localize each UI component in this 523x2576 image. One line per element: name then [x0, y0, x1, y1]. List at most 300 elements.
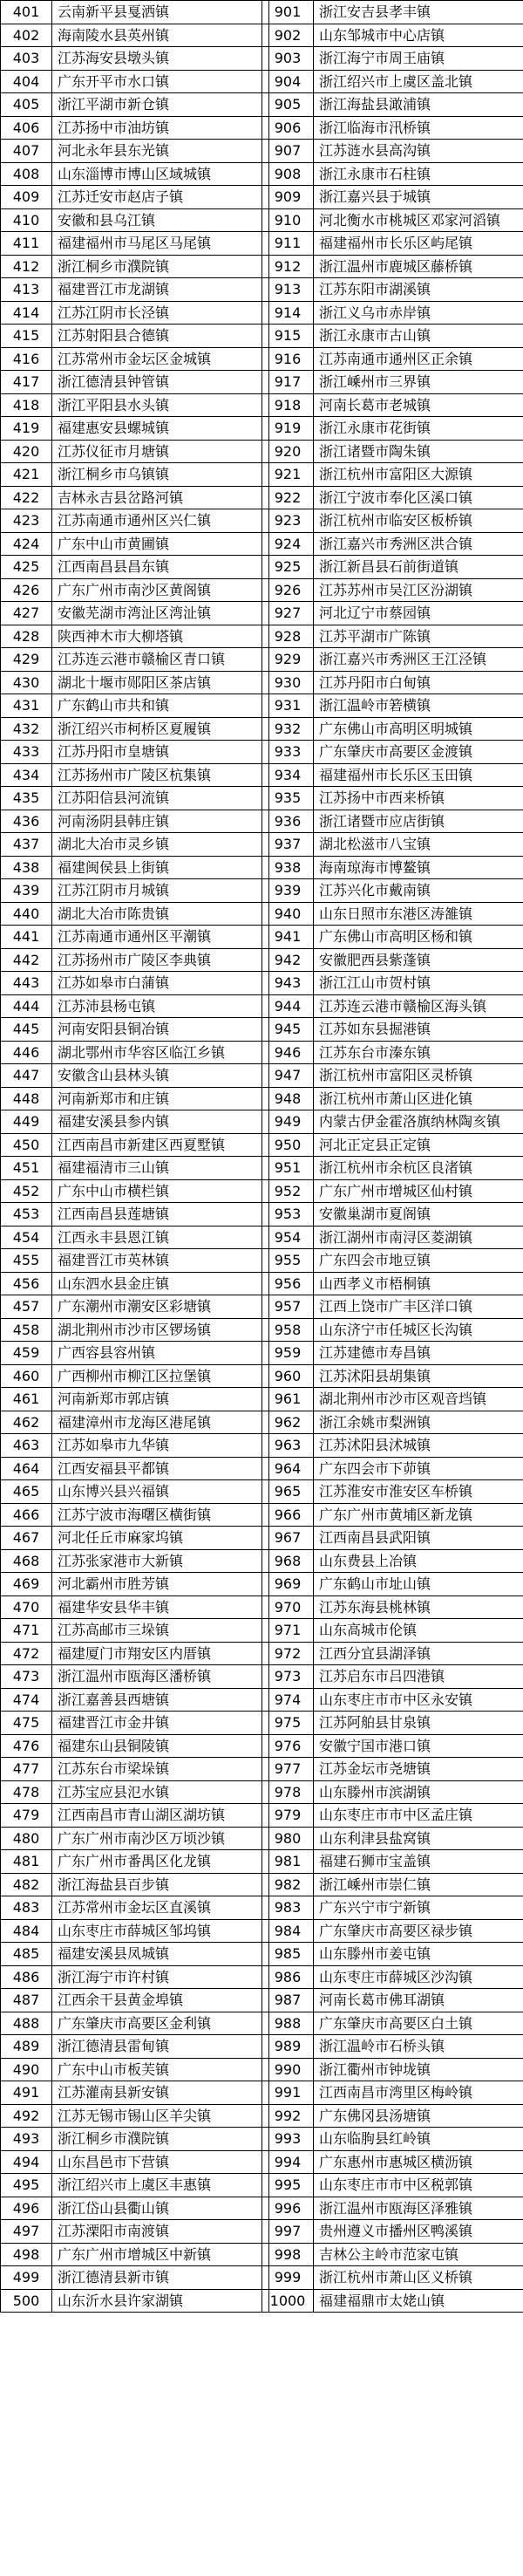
rank-cell: 970	[262, 1595, 314, 1619]
town-name-cell: 湖北荆州市沙市区锣场镇	[52, 1318, 269, 1342]
rank-cell: 455	[1, 1249, 52, 1273]
rank-cell: 995	[262, 2174, 314, 2197]
rank-cell: 908	[262, 162, 314, 186]
town-name-cell: 江苏沭阳县胡集镇	[314, 1364, 523, 1388]
table-row	[1, 2035, 269, 2059]
rank-cell: 467	[1, 1527, 52, 1550]
town-name-cell: 山东邹城市中心店镇	[314, 24, 523, 47]
table-row	[1, 208, 269, 232]
town-name-cell: 江苏扬中市西来桥镇	[314, 787, 523, 810]
town-name-cell: 广东中山市板芙镇	[52, 2058, 269, 2081]
town-name-cell: 江西南昌市青山湖区湖坊镇	[52, 1804, 269, 1828]
town-name-cell: 海南琼海市博鳌镇	[314, 856, 523, 879]
rank-cell: 470	[1, 1595, 52, 1619]
table-row	[1, 1919, 269, 1943]
town-name-cell: 山东枣庄市薛城区沙沟镇	[314, 1965, 523, 1989]
rank-cell: 496	[1, 2197, 52, 2220]
table-row	[1, 301, 269, 325]
rank-cell: 415	[1, 325, 52, 348]
town-name-cell: 浙江温岭市箬横镇	[314, 694, 523, 718]
table-row	[262, 532, 523, 556]
table-row	[262, 1965, 523, 1989]
table-row	[1, 810, 269, 833]
town-name-cell: 山东枣庄市市中区税郭镇	[314, 2174, 523, 2197]
table-row	[262, 325, 523, 348]
table-row	[262, 1595, 523, 1619]
table-row	[1, 1318, 269, 1342]
table-row	[1, 902, 269, 926]
table-row	[262, 1712, 523, 1735]
town-name-cell: 内蒙古伊金霍洛旗纳林陶亥镇	[314, 1110, 523, 1134]
table-row	[262, 1179, 523, 1203]
rank-cell: 942	[262, 948, 314, 972]
town-name-cell: 浙江海宁市许村镇	[52, 1965, 269, 1989]
rank-cell: 923	[262, 509, 314, 533]
table-row	[1, 1364, 269, 1388]
table-row	[262, 1989, 523, 2012]
table-row	[262, 648, 523, 672]
town-name-cell: 江苏阿舶县甘泉镇	[314, 1712, 523, 1735]
ranking-table-right	[262, 0, 523, 2313]
rank-cell: 426	[1, 578, 52, 602]
town-name-cell: 江西安福县平都镇	[52, 1457, 269, 1480]
town-name-cell: 山东枣庄市市中区孟庄镇	[314, 1804, 523, 1828]
town-name-cell: 江苏金坛市尧塘镇	[314, 1758, 523, 1781]
table-row	[1, 1411, 269, 1434]
town-name-cell: 广东中山市横栏镇	[52, 1179, 269, 1203]
rank-cell: 929	[262, 648, 314, 672]
table-row	[262, 1018, 523, 1042]
table-row	[262, 1665, 523, 1689]
rank-cell: 478	[1, 1780, 52, 1804]
table-row	[1, 162, 269, 186]
rank-cell: 903	[262, 47, 314, 71]
table-row	[1, 694, 269, 718]
rank-cell: 939	[262, 879, 314, 903]
rank-cell: 965	[262, 1480, 314, 1504]
town-name-cell: 广东广州市黄埔区新龙镇	[314, 1503, 523, 1527]
town-name-cell: 江苏启东市吕四港镇	[314, 1665, 523, 1689]
table-row	[1, 1388, 269, 1411]
table-row	[1, 1110, 269, 1134]
table-row	[1, 2128, 269, 2151]
table-row	[262, 1943, 523, 1966]
table-row	[1, 1804, 269, 1828]
table-row	[1, 463, 269, 487]
table-row	[262, 1041, 523, 1064]
rank-cell: 454	[1, 1226, 52, 1249]
table-row	[262, 948, 523, 972]
rank-cell: 430	[1, 671, 52, 694]
rank-cell: 463	[1, 1434, 52, 1458]
rank-cell: 421	[1, 463, 52, 487]
town-name-cell: 广东鹤山市址山镇	[314, 1573, 523, 1596]
rank-cell: 980	[262, 1827, 314, 1850]
rank-cell: 963	[262, 1434, 314, 1458]
rank-cell: 959	[262, 1342, 314, 1365]
table-row	[1, 417, 269, 441]
town-name-cell: 广东广州市番禺区化龙镇	[52, 1850, 269, 1874]
table-row	[1, 1527, 269, 1550]
rank-cell: 902	[262, 24, 314, 47]
rank-cell: 435	[1, 787, 52, 810]
town-name-cell: 山西孝义市梧桐镇	[314, 1272, 523, 1295]
town-name-cell: 河南新郑市和庄镇	[52, 1087, 269, 1110]
rank-cell: 482	[1, 1873, 52, 1896]
rank-cell: 412	[1, 255, 52, 278]
table-row	[1, 1549, 269, 1573]
table-row	[262, 347, 523, 371]
rank-cell: 494	[1, 2150, 52, 2174]
town-name-cell: 山东枣庄市市中区永安镇	[314, 1688, 523, 1712]
town-name-cell: 浙江桐乡市乌镇镇	[52, 463, 269, 487]
town-name-cell: 广东肇庆市高要区金利镇	[52, 2012, 269, 2035]
table-row	[1, 671, 269, 694]
town-name-cell: 江苏无锡市锡山区羊尖镇	[52, 2104, 269, 2128]
table-row	[1, 1226, 269, 1249]
table-row	[262, 1827, 523, 1850]
town-name-cell: 广东中山市黄圃镇	[52, 532, 269, 556]
town-name-cell: 浙江新昌县石前街道镇	[314, 556, 523, 579]
rank-cell: 960	[262, 1364, 314, 1388]
table-row	[1, 556, 269, 579]
rank-cell: 957	[262, 1295, 314, 1319]
table-row	[262, 1527, 523, 1550]
table-row	[262, 24, 523, 47]
town-name-cell: 河南长葛市佛耳湖镇	[314, 1989, 523, 2012]
town-name-cell: 福建石狮市宝盖镇	[314, 1850, 523, 1874]
rank-cell: 443	[1, 972, 52, 995]
town-name-cell: 浙江嘉善县西塘镇	[52, 1688, 269, 1712]
rank-cell: 924	[262, 532, 314, 556]
table-row	[262, 1804, 523, 1828]
rank-cell: 418	[1, 393, 52, 417]
table-row	[1, 2174, 269, 2197]
rank-cell: 411	[1, 232, 52, 256]
table-row	[262, 186, 523, 209]
table-row	[1, 1850, 269, 1874]
table-row	[1, 1896, 269, 1920]
rank-cell: 949	[262, 1110, 314, 1134]
rank-cell: 499	[1, 2266, 52, 2290]
rank-cell: 473	[1, 1665, 52, 1689]
town-name-cell: 广东四会市下茆镇	[314, 1457, 523, 1480]
table-row	[1, 2081, 269, 2105]
table-row	[1, 2012, 269, 2035]
town-name-cell: 浙江嵊州市三界镇	[314, 371, 523, 394]
town-name-cell: 江苏东阳市湖溪镇	[314, 278, 523, 302]
table-row	[262, 1087, 523, 1110]
rank-cell: 943	[262, 972, 314, 995]
rank-cell: 904	[262, 70, 314, 93]
town-name-cell: 山东滕州市滨湖镇	[314, 1780, 523, 1804]
town-name-cell: 江苏丹阳市皇塘镇	[52, 741, 269, 764]
rank-cell: 491	[1, 2081, 52, 2105]
table-row	[1, 2058, 269, 2081]
rank-cell: 962	[262, 1411, 314, 1434]
rank-cell: 909	[262, 186, 314, 209]
table-row	[1, 1873, 269, 1896]
rank-cell: 922	[262, 486, 314, 509]
town-name-cell: 江苏高邮市三垛镇	[52, 1619, 269, 1643]
table-row	[262, 1734, 523, 1758]
town-name-cell: 浙江安吉县孝丰镇	[314, 1, 523, 24]
town-name-cell: 广东肇庆市高要区金渡镇	[314, 741, 523, 764]
table-row	[1, 1295, 269, 1319]
table-row	[262, 694, 523, 718]
rank-cell: 457	[1, 1295, 52, 1319]
table-row	[262, 926, 523, 949]
table-row	[262, 1110, 523, 1134]
table-row	[1, 140, 269, 163]
town-name-cell: 浙江杭州市临安区板桥镇	[314, 509, 523, 533]
rank-cell: 405	[1, 93, 52, 117]
table-row	[262, 140, 523, 163]
rank-cell: 954	[262, 1226, 314, 1249]
town-name-cell: 福建华安县华丰镇	[52, 1595, 269, 1619]
table-row	[262, 787, 523, 810]
right-column	[262, 0, 523, 2313]
town-name-cell: 河北正定县正定镇	[314, 1133, 523, 1157]
table-row	[262, 301, 523, 325]
table-row	[262, 1503, 523, 1527]
town-name-cell: 江苏建德市寿昌镇	[314, 1342, 523, 1365]
rank-cell: 439	[1, 879, 52, 903]
town-name-cell: 福建闽侯县上街镇	[52, 856, 269, 879]
table-row	[1, 2104, 269, 2128]
rank-cell: 434	[1, 763, 52, 787]
table-row	[262, 2174, 523, 2197]
table-row	[1, 1041, 269, 1064]
table-row	[1, 1503, 269, 1527]
rank-cell: 477	[1, 1758, 52, 1781]
rank-cell: 493	[1, 2128, 52, 2151]
table-row	[262, 556, 523, 579]
town-name-cell: 江苏东台市梁垛镇	[52, 1758, 269, 1781]
table-row	[262, 1226, 523, 1249]
town-name-cell: 山东济宁市任城区长沟镇	[314, 1318, 523, 1342]
town-name-cell: 浙江嘉兴市秀洲区洪合镇	[314, 532, 523, 556]
town-name-cell: 浙江嘉兴市秀洲区王江泾镇	[314, 648, 523, 672]
rank-cell: 934	[262, 763, 314, 787]
town-name-cell: 江苏扬州市广陵区杭集镇	[52, 763, 269, 787]
town-name-cell: 河北辽宁市蔡园镇	[314, 602, 523, 625]
rank-cell: 993	[262, 2128, 314, 2151]
rank-cell: 451	[1, 1157, 52, 1180]
table-row	[1, 47, 269, 71]
rank-cell: 985	[262, 1943, 314, 1966]
table-row	[1, 2289, 269, 2313]
town-name-cell: 浙江温岭市石桥头镇	[314, 2035, 523, 2059]
table-row	[262, 1388, 523, 1411]
town-name-cell: 安徽宁国市港口镇	[314, 1734, 523, 1758]
rank-cell: 952	[262, 1179, 314, 1203]
town-name-cell: 江苏扬中市油坊镇	[52, 116, 269, 140]
table-row	[1, 763, 269, 787]
table-row	[262, 232, 523, 256]
rank-cell: 912	[262, 255, 314, 278]
rank-cell: 966	[262, 1503, 314, 1527]
table-row	[262, 717, 523, 741]
rank-cell: 917	[262, 371, 314, 394]
town-name-cell: 山东费县上冶镇	[314, 1549, 523, 1573]
town-name-cell: 河南汤阴县韩庄镇	[52, 810, 269, 833]
rank-cell: 938	[262, 856, 314, 879]
table-row	[1, 255, 269, 278]
table-row	[1, 1018, 269, 1042]
table-row	[1, 787, 269, 810]
rank-cell: 402	[1, 24, 52, 47]
town-name-cell: 江苏连云港市赣榆区青口镇	[52, 648, 269, 672]
table-row	[1, 1712, 269, 1735]
town-name-cell: 江苏东海县桃林镇	[314, 1595, 523, 1619]
table-row	[262, 2266, 523, 2290]
table-row	[1, 1133, 269, 1157]
rank-cell: 422	[1, 486, 52, 509]
rank-cell: 984	[262, 1919, 314, 1943]
table-row	[262, 2220, 523, 2244]
town-name-cell: 浙江桐乡市濮院镇	[52, 2128, 269, 2151]
rank-cell: 910	[262, 208, 314, 232]
table-row	[262, 1896, 523, 1920]
table-row	[262, 810, 523, 833]
town-name-cell: 浙江诸暨市应店街镇	[314, 810, 523, 833]
rank-cell: 476	[1, 1734, 52, 1758]
table-row	[262, 1573, 523, 1596]
town-name-cell: 吉林永吉县岔路河镇	[52, 486, 269, 509]
rank-cell: 466	[1, 1503, 52, 1527]
table-row	[262, 509, 523, 533]
rank-cell: 479	[1, 1804, 52, 1828]
table-row	[262, 417, 523, 441]
rank-cell: 462	[1, 1411, 52, 1434]
table-row	[262, 2012, 523, 2035]
table-row	[1, 1965, 269, 1989]
rank-cell: 445	[1, 1018, 52, 1042]
rank-cell: 472	[1, 1642, 52, 1665]
town-name-cell: 江苏东台市溱东镇	[314, 1041, 523, 1064]
table-row	[1, 325, 269, 348]
rank-cell: 440	[1, 902, 52, 926]
town-name-cell: 福建福州市长乐区玉田镇	[314, 763, 523, 787]
town-name-cell: 浙江绍兴市柯桥区夏履镇	[52, 717, 269, 741]
rank-cell: 449	[1, 1110, 52, 1134]
town-name-cell: 江西南昌县武阳镇	[314, 1527, 523, 1550]
rank-cell: 989	[262, 2035, 314, 2059]
town-name-cell: 山东日照市东港区涛雒镇	[314, 902, 523, 926]
rank-cell: 951	[262, 1157, 314, 1180]
table-row	[1, 1688, 269, 1712]
town-name-cell: 福建东山县铜陵镇	[52, 1734, 269, 1758]
rank-cell: 483	[1, 1896, 52, 1920]
town-name-cell: 江西永丰县恩江镇	[52, 1226, 269, 1249]
town-name-cell: 福建晋江市龙湖镇	[52, 278, 269, 302]
table-row	[262, 1318, 523, 1342]
rank-cell: 999	[262, 2266, 314, 2290]
rank-cell: 414	[1, 301, 52, 325]
table-row	[1, 371, 269, 394]
rank-cell: 500	[1, 2289, 52, 2313]
town-name-cell: 湖北大冶市陈贵镇	[52, 902, 269, 926]
town-name-cell: 浙江永康市古山镇	[314, 325, 523, 348]
rank-cell: 935	[262, 787, 314, 810]
rank-cell: 932	[262, 717, 314, 741]
table-row	[1, 972, 269, 995]
town-name-cell: 河北永年县东光镇	[52, 140, 269, 163]
rank-cell: 403	[1, 47, 52, 71]
rank-cell: 416	[1, 347, 52, 371]
rank-cell: 441	[1, 926, 52, 949]
town-name-cell: 浙江嘉兴县于城镇	[314, 186, 523, 209]
rank-cell: 964	[262, 1457, 314, 1480]
town-name-cell: 江西南昌县莲塘镇	[52, 1203, 269, 1227]
town-name-cell: 江苏扬州市广陵区李典镇	[52, 948, 269, 972]
table-row	[1, 116, 269, 140]
table-row	[262, 208, 523, 232]
town-name-cell: 浙江平阳县水头镇	[52, 393, 269, 417]
table-row	[1, 2150, 269, 2174]
rank-cell: 432	[1, 717, 52, 741]
rank-cell: 967	[262, 1527, 314, 1550]
table-row	[1, 486, 269, 509]
table-row	[1, 186, 269, 209]
town-name-cell: 广东四会市地豆镇	[314, 1249, 523, 1273]
town-name-cell: 浙江杭州市萧山区义桥镇	[314, 2266, 523, 2290]
table-row	[262, 994, 523, 1018]
town-name-cell: 陕西神木市大柳塔镇	[52, 625, 269, 648]
town-name-cell: 山东枣庄市薛城区邹坞镇	[52, 1919, 269, 1943]
rank-cell: 442	[1, 948, 52, 972]
town-name-cell: 广东兴宁市宁新镇	[314, 1896, 523, 1920]
rank-cell: 919	[262, 417, 314, 441]
rank-cell: 419	[1, 417, 52, 441]
town-name-cell: 浙江绍兴市上虞区丰惠镇	[52, 2174, 269, 2197]
table-row	[262, 671, 523, 694]
table-row	[1, 856, 269, 879]
rank-cell: 410	[1, 208, 52, 232]
town-name-cell: 河南新郑市郭店镇	[52, 1388, 269, 1411]
rank-cell: 456	[1, 1272, 52, 1295]
town-name-cell: 江苏阳信县河流镇	[52, 787, 269, 810]
rank-cell: 971	[262, 1619, 314, 1643]
town-name-cell: 浙江余姚市梨洲镇	[314, 1411, 523, 1434]
table-row	[262, 1619, 523, 1643]
table-row	[1, 1989, 269, 2012]
town-name-cell: 广东潮州市潮安区彩塘镇	[52, 1295, 269, 1319]
rank-cell: 916	[262, 347, 314, 371]
table-row	[1, 532, 269, 556]
town-name-cell: 浙江杭州市余杭区良渚镇	[314, 1157, 523, 1180]
town-name-cell: 山东博兴县兴福镇	[52, 1480, 269, 1504]
rank-cell: 446	[1, 1041, 52, 1064]
table-row	[262, 116, 523, 140]
town-name-cell: 江西余干县黄金埠镇	[52, 1989, 269, 2012]
rank-cell: 458	[1, 1318, 52, 1342]
rank-cell: 469	[1, 1573, 52, 1596]
table-row	[262, 833, 523, 857]
table-row	[262, 1873, 523, 1896]
rank-cell: 488	[1, 2012, 52, 2035]
rank-cell: 413	[1, 278, 52, 302]
rank-cell: 498	[1, 2243, 52, 2266]
rank-cell: 408	[1, 162, 52, 186]
town-name-cell: 安徽芜湖市湾沚区湾沚镇	[52, 602, 269, 625]
town-name-cell: 福建福鼎市太姥山镇	[314, 2289, 523, 2313]
rank-cell: 997	[262, 2220, 314, 2244]
table-row	[262, 879, 523, 903]
rank-cell: 484	[1, 1919, 52, 1943]
rank-cell: 982	[262, 1873, 314, 1896]
